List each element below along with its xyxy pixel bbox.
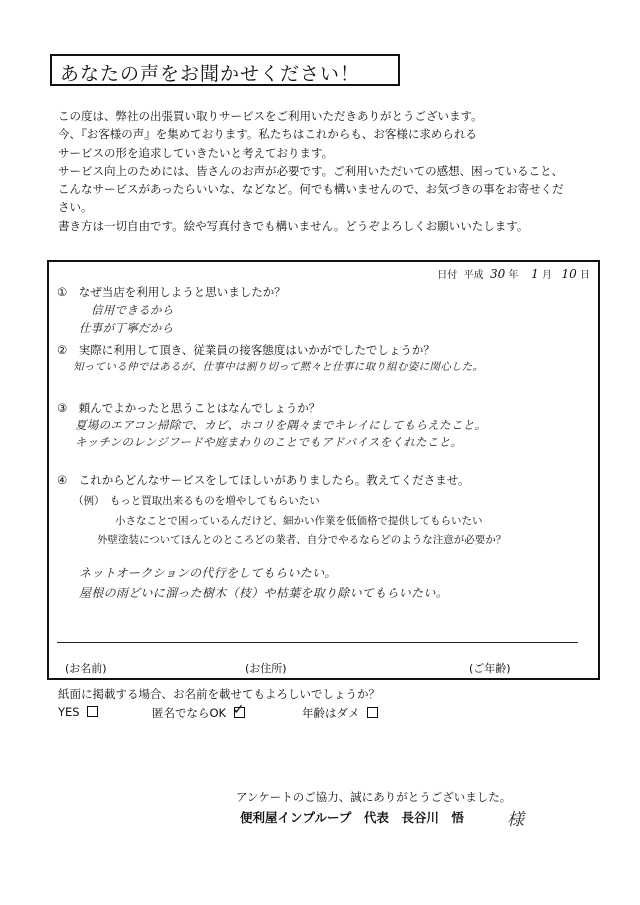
date-era: 平成 <box>463 270 484 281</box>
consent-anonymous-checkbox[interactable] <box>232 702 245 718</box>
divider-line <box>57 642 578 643</box>
age-field-label: (ご年齢) <box>469 662 511 675</box>
title-box <box>50 54 400 86</box>
intro-text <box>58 107 598 235</box>
question-4: ④ これからどんなサービスをしてほしいがありましたら。教えてくださませ。 <box>57 473 470 487</box>
example-3: 外壁塗装についてほんとのところどの業者、自分でやるならどのような注意が必要か？ <box>97 534 507 546</box>
question-2: ② 実際に利用して頂き、従業員の接客態度はいかがでしたでしょうか？ <box>57 343 435 357</box>
consent-yes[interactable] <box>58 705 98 719</box>
date-month-unit: 月 <box>541 270 552 281</box>
answer-3-line-2: キッチンのレンジフードや庭まわりのことでもアドバイスをくれたこと。 <box>75 435 463 449</box>
honorific-sama: 様 <box>507 810 524 830</box>
question-3: ③ 頼んでよかったと思うことはなんでしょうか？ <box>57 401 321 415</box>
intro-line: サービス向上のためには、皆さんのお声が必要です。ご利用いただいての感想、困っていること、 <box>58 163 564 178</box>
consent-no-age[interactable] <box>302 705 378 721</box>
answer-2-line-1: 知っている仲ではあるが、仕事中は割り切って黙々と仕事に取り組む姿に関心した。 <box>73 361 484 373</box>
date-year-unit: 年 <box>508 270 519 281</box>
survey-box <box>47 260 600 680</box>
answer-1-line-2: 仕事が丁寧だから <box>79 321 174 335</box>
intro-line: サービスの形を追求していきたいと考えております。 <box>58 145 334 160</box>
intro-line: こんなサービスがあったらいいな、などなど。何でも構いませんので、お気づきの事をお寄せくだ <box>58 182 564 197</box>
example-2: 小さなことで困っているんだけど、細かい作業を低価格で提供してもらいたい <box>115 515 483 527</box>
answer-4-line-1: ネットオークションの代行をしてもらいたい。 <box>79 566 337 580</box>
answer-4-line-2: 屋根の雨どいに溜った樹木（枝）や枯葉を取り除いてもらいたい。 <box>79 586 449 600</box>
date-year: 30 <box>489 267 506 281</box>
answer-1-line-1: 信用できるから <box>91 303 174 317</box>
date-day: 10 <box>561 267 577 281</box>
address-field-label: (お住所) <box>245 662 287 675</box>
company-signature: 便利屋インプループ 代表 長谷川 悟 <box>240 810 464 825</box>
consent-anonymous-label: 匿名でならOK <box>152 706 227 720</box>
check-mark-icon: ✓ <box>232 702 245 718</box>
date-month: 1 <box>531 267 539 281</box>
consent-anonymous[interactable] <box>152 702 245 721</box>
consent-no-age-label: 年齢はダメ <box>302 706 360 720</box>
answer-3-line-1: 夏場のエアコン掃除で、カビ、ホコリを隅々までキレイにしてもらえたこと。 <box>75 418 487 432</box>
intro-line: この度は、弊社の出張買い取りサービスをご利用いただきありがとうございます。 <box>58 109 483 123</box>
example-1: （例） もっと買取出来るものを増やしてもらいたい <box>73 495 320 507</box>
page-title: あなたの声をお聞かせください！ <box>60 63 361 85</box>
consent-yes-label: YES <box>58 705 80 719</box>
intro-line: 書き方は一切自由です。絵や写真付きでも構いません。どうぞよろしくお願いいたします。 <box>58 218 529 233</box>
date-field <box>437 266 590 281</box>
consent-yes-checkbox[interactable] <box>87 706 98 717</box>
intro-line: さい。 <box>58 200 93 215</box>
date-day-unit: 日 <box>580 270 590 281</box>
date-label: 日付 <box>437 270 458 281</box>
consent-question: 紙面に掲載する場合、お名前を載せてもよろしいでしょうか？ <box>58 687 380 701</box>
question-1: ① なぜ当店を利用しようと思いましたか？ <box>57 285 286 299</box>
thanks-text: アンケートのご協力、誠にありがとうございました。 <box>236 790 512 804</box>
intro-line: 今、『お客様の声』を集めております。私たちはこれからも、お客様に求められる <box>58 127 477 142</box>
consent-no-age-checkbox[interactable] <box>367 707 378 718</box>
name-field-label: (お名前) <box>65 662 107 675</box>
